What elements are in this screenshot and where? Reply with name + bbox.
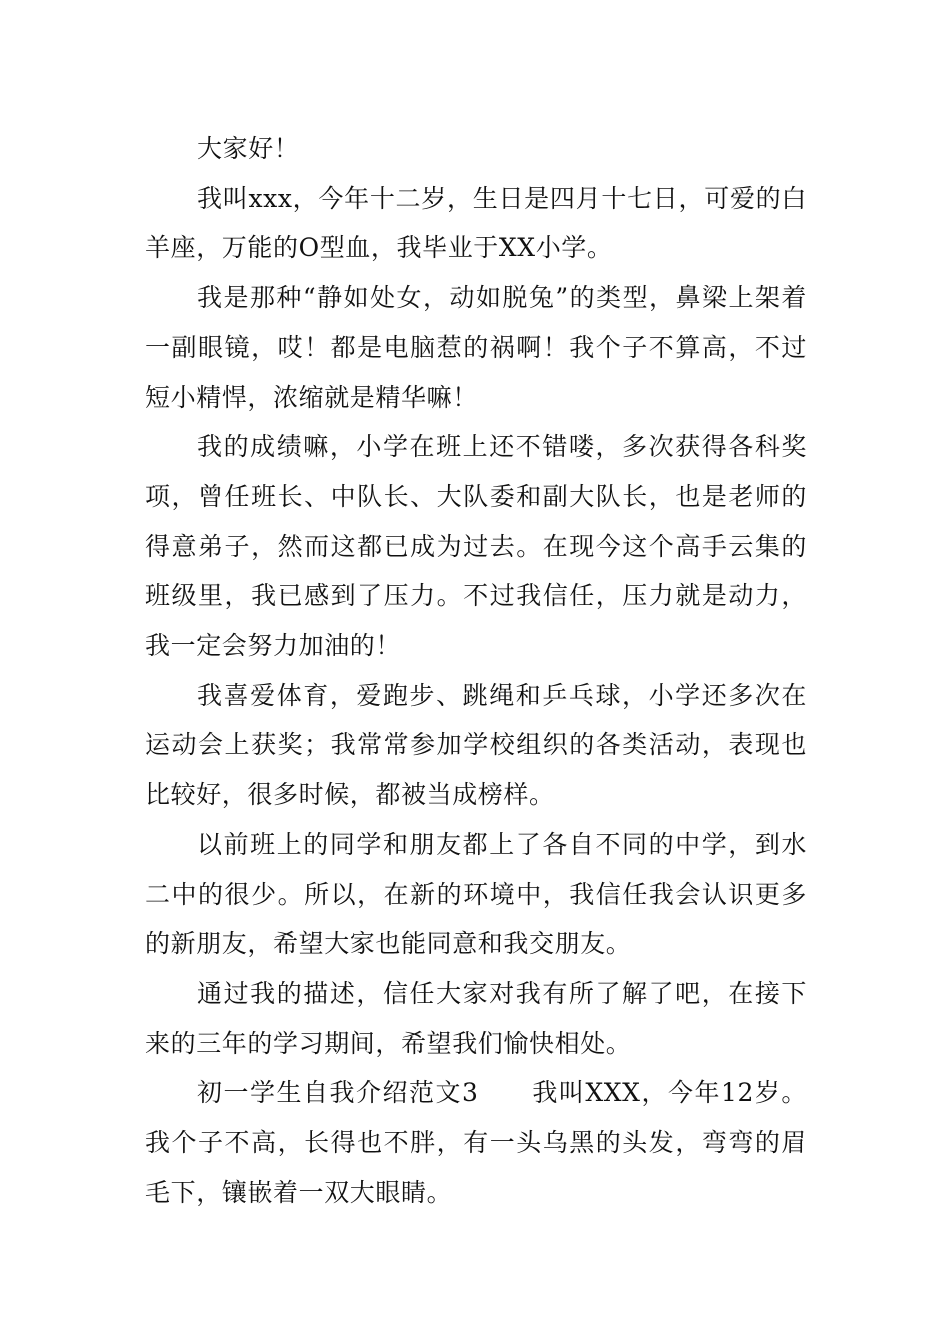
document-body [145,124,807,1217]
paragraph-hobbies: 我喜爱体育，爱跑步、跳绳和乒乓球，小学还多次在运动会上获奖；我常常参加学校组织的各类活动，表现也比较好，很多时候，都被当成榜样。 [145,680,807,810]
paragraph-grades: 我的成绩嘛，小学在班上还不错喽，多次获得各科奖项，曾任班长、中队长、大队委和副大队长，也是老师的得意弟子，然而这都已成为过去。在现今这个高手云集的班级里，我已感到了压力。不过我信任，压力就是动力，我一定会努力加油的！ [145,432,807,661]
paragraph-intro: 我叫xxx，今年十二岁，生日是四月十七日，可爱的白羊座，万能的O型血，我毕业于XX小学。 [145,183,807,263]
paragraph-sample-3: 初一学生自我介绍范文3 我叫XXX，今年12岁。我个子不高，长得也不胖，有一头乌黑的头发，弯弯的眉毛下，镶嵌着一双大眼睛。 [145,1078,807,1207]
paragraph-greeting: 大家好！ [197,134,300,163]
paragraph-personality: 我是那种“静如处女，动如脱兔”的类型，鼻梁上架着一副眼镜，哎！都是电脑惹的祸啊！我个子不算高，不过短小精悍，浓缩就是精华嘛！ [145,283,807,412]
paragraph-closing: 通过我的描述，信任大家对我有所了解了吧，在接下来的三年的学习期间，希望我们愉快相处。 [145,978,807,1058]
paragraph-friends: 以前班上的同学和朋友都上了各自不同的中学，到水二中的很少。所以，在新的环境中，我信任我会认识更多的新朋友，希望大家也能同意和我交朋友。 [145,829,807,959]
